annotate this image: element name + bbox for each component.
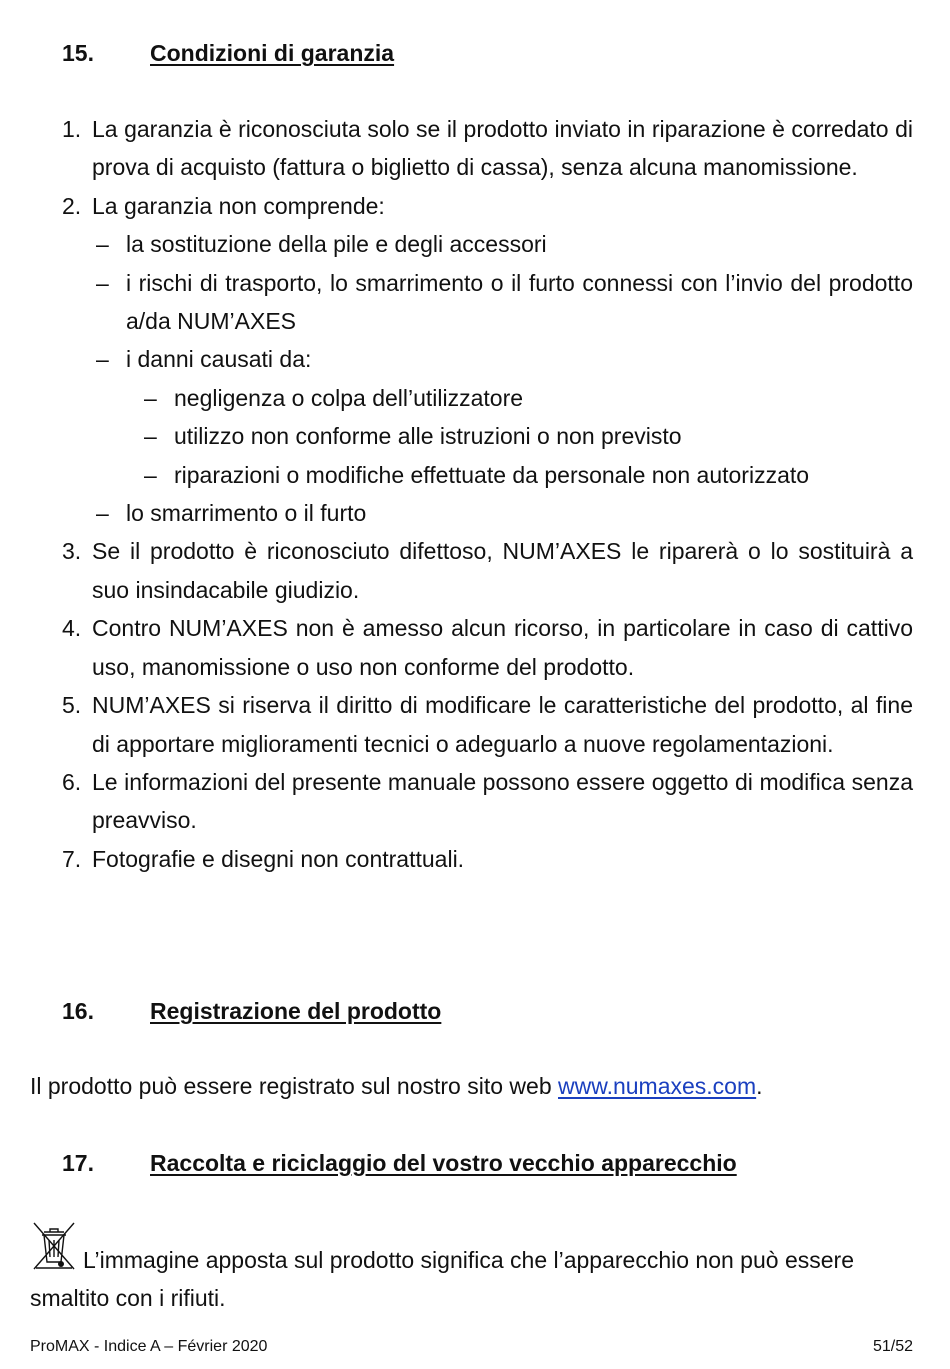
list-item-text: La garanzia non comprende: [92,192,385,219]
list-item-text: Se il prodotto è riconosciuto difettoso, NUM’AXES le riparerà o lo sostituirà a suo insindacabile giudizio. [92,538,913,603]
list-item [62,686,913,763]
sub-sub-list-item [62,379,913,417]
dash-marker: – [96,269,109,296]
list-item-text: Contro NUM’AXES non è amesso alcun ricorso, in particolare in caso di cattivo uso, manomissione o uso non conforme del prodotto. [92,615,913,680]
list-item [62,840,913,878]
sub-list-item [62,340,913,378]
list-item [62,187,913,225]
registration-paragraph [30,1067,913,1105]
sub-sub-list-item-text: negligenza o colpa dell’utilizzatore [174,384,524,411]
list-marker: 4. [62,615,82,642]
dash-marker: – [96,346,109,373]
list-marker: 2. [62,192,82,219]
list-marker: 1. [62,116,82,142]
list-marker: 3. [62,538,82,565]
website-link[interactable]: www.numaxes.com [558,1073,757,1099]
list-item-text: NUM’AXES si riserva il diritto di modificare le caratteristiche del prodotto, al fine di apportare miglioramenti tecnici o adeguarlo a nuove regolamentazioni. [92,692,913,757]
list-marker: 6. [62,768,82,795]
list-marker: 7. [62,845,82,872]
list-marker: 5. [62,692,82,719]
registration-text: Il prodotto può essere registrato sul nostro sito web [30,1073,559,1099]
list-item-text: Fotografie e disegni non contrattuali. [92,845,465,872]
sub-sub-list-item-text: utilizzo non conforme alle istruzioni o non previsto [174,423,682,450]
sub-list-item-text: lo smarrimento o il furto [126,500,367,527]
section-number: 15. [62,40,94,66]
document-reference: ProMAX - Indice A – Février 2020 [30,1338,268,1355]
list-item [62,110,913,187]
section-title: Condizioni di garanzia [150,40,395,66]
registration-text-end: . [756,1073,763,1099]
section-17-heading [62,1148,737,1178]
sub-list-item-text: i danni causati da: [126,346,312,373]
dash-marker: – [96,500,109,527]
list-item [62,532,913,609]
dash-marker: – [96,231,109,258]
list-item-text: Le informazioni del presente manuale possono essere oggetto di modifica senza preavviso. [92,768,913,834]
sub-list-item [62,225,913,263]
sub-list-item [62,494,913,532]
page-footer [30,1336,913,1358]
dash-marker: – [144,423,157,450]
warranty-conditions-list [62,110,913,878]
list-item [62,763,913,840]
sub-list-item [62,264,913,341]
section-title: Raccolta e riciclaggio del vostro vecchio apparecchio [150,1150,737,1176]
section-title: Registrazione del prodotto [150,998,442,1024]
dash-marker: – [144,461,157,488]
page-number: 51/52 [872,1338,913,1355]
sub-sub-list-item [62,456,913,494]
disposal-text: L’immagine apposta sul prodotto significa che l’apparecchio non può essere smaltito con i rifiuti. [30,1247,854,1312]
dash-marker: – [144,384,157,411]
sub-list-item-text: i rischi di trasporto, lo smarrimento o il furto connessi con l’invio del prodotto a/da NUM’AXES [126,269,913,335]
sub-sub-list-item [62,417,913,455]
list-item-text: La garanzia è riconosciuta solo se il prodotto inviato in riparazione è corredato di prova di acquisto (fattura o biglietto di cassa), senza alcuna manomissione. [92,116,913,181]
list-item [62,609,913,686]
sub-sub-list-item-text: riparazioni o modifiche effettuate da personale non autorizzato [174,461,810,488]
section-number: 16. [62,998,94,1024]
sub-list-item-text: la sostituzione della pile e degli accessori [126,231,547,258]
disposal-paragraph [30,1241,913,1318]
section-number: 17. [62,1150,94,1176]
section-15-heading [62,38,394,68]
section-16-heading [62,996,441,1026]
